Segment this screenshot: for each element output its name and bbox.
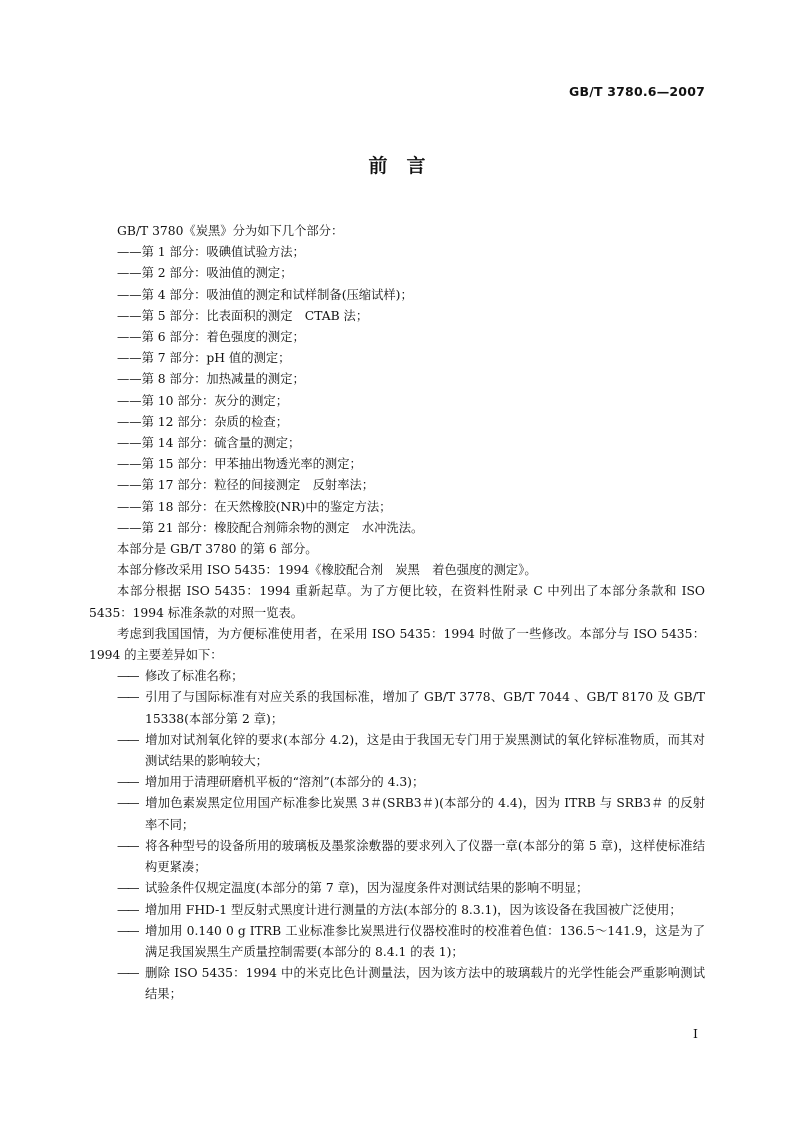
difference-item [89, 772, 705, 793]
differences-list [89, 666, 705, 1005]
paragraph: 本部分是 GB/T 3780 的第 6 部分。 [117, 542, 318, 557]
difference-text: 修改了标准名称； [145, 669, 244, 684]
difference-item [89, 900, 705, 921]
difference-text: 引用了与国际标准有对应关系的我国标准，增加了 GB/T 3778、GB/T 7044 、GB/T 8170 及 GB/T 15338(本部分第 2 章)； [145, 690, 705, 726]
list-item: ——第 10 部分：灰分的测定； [117, 393, 289, 408]
difference-item [89, 793, 705, 835]
dash-marker: —— [117, 732, 138, 747]
difference-text: 增加用于清理研磨机平板的“溶剂”(本部分的 4.3)； [145, 775, 425, 790]
paragraph: 考虑到我国国情，为方便标准使用者，在采用 ISO 5435：1994 时做了一些修改。本部分与 ISO 5435：1994 的主要差异如下： [89, 626, 705, 663]
list-item: ——第 4 部分：吸油值的测定和试样制备(压缩试样)； [117, 287, 413, 302]
list-item: ——第 18 部分：在天然橡胶(NR)中的鉴定方法； [117, 499, 392, 514]
difference-item [89, 836, 705, 878]
difference-item [89, 963, 705, 1005]
difference-item [89, 666, 705, 687]
difference-item [89, 687, 705, 729]
difference-text: 删除 ISO 5435：1994 中的米克比色计测量法，因为该方法中的玻璃载片的光学性能会严重影响测试结果； [145, 966, 705, 1002]
list-item: ——第 6 部分：着色强度的测定； [117, 330, 305, 345]
intro-line: GB/T 3780《炭黑》分为如下几个部分： [117, 224, 344, 238]
list-item: ——第 1 部分：吸碘值试验方法； [117, 245, 305, 260]
difference-text: 增加色素炭黑定位用国产标准参比炭黑 3＃(SRB3＃)(本部分的 4.4)，因为 ITRB 与 SRB3＃ 的反射率不同； [145, 796, 705, 832]
dash-marker: —— [117, 923, 138, 938]
list-item: ——第 8 部分：加热减量的测定； [117, 372, 305, 387]
dash-marker: —— [117, 966, 138, 981]
difference-item [89, 878, 705, 899]
difference-text: 试验条件仅规定温度(本部分的第 7 章)，因为湿度条件对测试结果的影响不明显； [145, 881, 589, 896]
dash-marker: —— [117, 775, 138, 790]
paragraph: 本部分根据 ISO 5435：1994 重新起草。为了方便比较，在资料性附录 C 中列出了本部分条款和 ISO 5435：1994 标准条款的对照一览表。 [89, 584, 705, 620]
list-item: ——第 15 部分：甲苯抽出物透光率的测定； [117, 457, 362, 472]
dash-marker: —— [117, 881, 138, 896]
list-item: ——第 7 部分：pH 值的测定； [117, 351, 291, 366]
parts-list [89, 242, 705, 539]
paragraph: 本部分修改采用 ISO 5435：1994《橡胶配合剂 炭黑 着色强度的测定》。 [117, 563, 537, 578]
page-title: 前 言 [368, 155, 426, 177]
difference-item [89, 921, 705, 963]
dash-marker: —— [117, 690, 138, 705]
standard-code: GB/T 3780.6—2007 [569, 84, 705, 99]
difference-text: 将各种型号的设备所用的玻璃板及墨浆涂敷器的要求列入了仪器一章(本部分的第 5 章)，这样使标准结构更紧凑； [145, 838, 705, 875]
list-item: ——第 12 部分：杂质的检查； [117, 414, 289, 429]
list-item: ——第 21 部分：橡胶配合剂筛余物的测定 水冲洗法。 [117, 520, 424, 535]
dash-marker: —— [117, 902, 138, 917]
list-item: ——第 14 部分：硫含量的测定； [117, 436, 301, 451]
difference-item [89, 730, 705, 772]
dash-marker: —— [117, 796, 138, 811]
dash-marker: —— [117, 838, 138, 853]
list-item: ——第 17 部分：粒径的间接测定 反射率法； [117, 478, 375, 493]
difference-text: 增加对试剂氧化锌的要求(本部分 4.2)，这是由于我国无专门用于炭黑测试的氧化锌标准物质，而其对测试结果的影响较大； [145, 732, 705, 769]
list-item: ——第 2 部分：吸油值的测定； [117, 266, 293, 281]
list-item: ——第 5 部分：比表面积的测定 CTAB 法； [117, 308, 369, 323]
difference-text: 增加用 0.140 0 g ITRB 工业标准参比炭黑进行仪器校准时的校准着色值：136.5～141.9，这是为了满足我国炭黑生产质量控制需要(本部分的 8.4.1 的表 1)； [145, 923, 705, 959]
page-number: I [693, 1026, 698, 1041]
foreword-body [89, 221, 705, 1006]
dash-marker: —— [117, 669, 138, 684]
difference-text: 增加用 FHD-1 型反射式黑度计进行测量的方法(本部分的 8.3.1)，因为该设备在我国被广泛使用； [145, 902, 682, 917]
